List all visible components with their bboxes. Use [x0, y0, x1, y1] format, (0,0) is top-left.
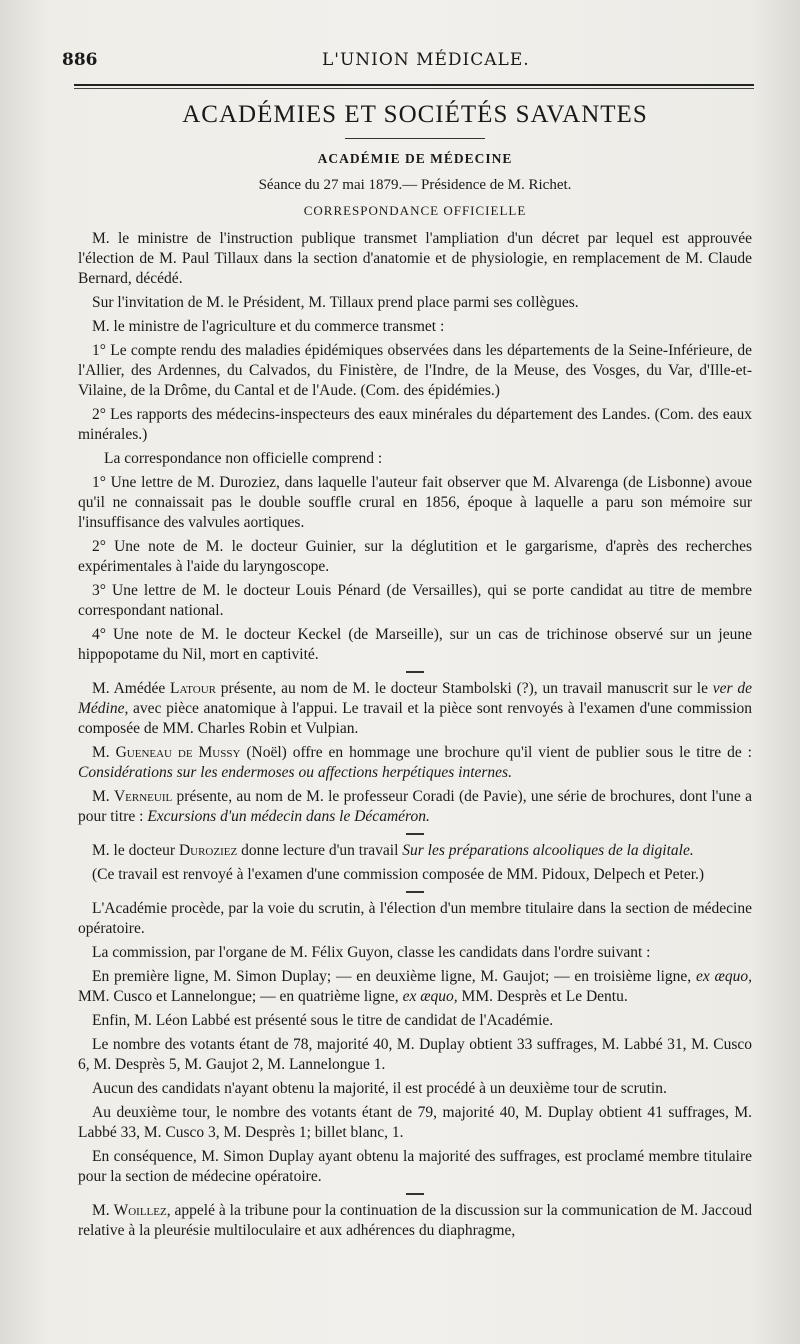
- paragraph: L'Académie procède, par la voie du scrutin, à l'élection d'un membre titulaire dans la section de médecine opératoire.: [78, 900, 752, 937]
- italic-text: ex æquo,: [402, 988, 458, 1005]
- paragraph: Enfin, M. Léon Labbé est présenté sous le titre de candidat de l'Académie.: [92, 1012, 554, 1029]
- paragraph: [78, 787, 752, 827]
- paragraph: Sur l'invitation de M. le Président, M. Tillaux prend place parmi ses collègues.: [92, 294, 579, 311]
- header-rule: [74, 84, 754, 86]
- text: En première ligne, M. Simon Duplay; — en deuxième ligne, M. Gaujot; — en troisième ligne,: [92, 968, 696, 985]
- paragraph: La commission, par l'organe de M. Félix Guyon, classe les candidats dans l'ordre suivant :: [92, 944, 651, 961]
- paragraph: Le nombre des votants étant de 78, majorité 40, M. Duplay obtient 33 suffrages, M. Labbé 31, M. Cusco 6, M. Desprès 5, M. Gaujot 2, M. Lannelongue 1.: [78, 1036, 752, 1073]
- author-name: Duroziez: [178, 842, 238, 859]
- italic-title: Considérations sur les endermoses ou affections herpétiques internes.: [78, 764, 512, 781]
- text: M.: [92, 1202, 114, 1219]
- text: M.: [92, 744, 116, 761]
- separator: [406, 1193, 424, 1195]
- separator: [406, 891, 424, 893]
- author-name: Latour: [170, 680, 216, 697]
- paragraph: M. le ministre de l'instruction publique transmet l'ampliation d'un décret par lequel est approuvée l'élection de M. Paul Tillaux dans la section d'anatomie et de physiologie, en remplacement de M. Claude Bernard, décédé.: [78, 230, 752, 287]
- italic-text: ex æquo,: [695, 968, 752, 985]
- paragraph: M. le ministre de l'agriculture et du commerce transmet :: [92, 318, 445, 335]
- text: donne lecture d'un travail: [237, 842, 403, 859]
- paragraph: 2° Une note de M. le docteur Guinier, sur la déglutition et le gargarisme, d'après des recherches expérimentales à l'aide du laryngoscope.: [78, 538, 752, 575]
- text: (Noël) offre en hommage une brochure qu'il vient de publier sous le titre de :: [240, 744, 752, 761]
- text: présente, au nom de M. le docteur Stambolski (?), un travail manuscrit sur le: [216, 680, 713, 697]
- paragraph: 1° Une lettre de M. Duroziez, dans laquelle l'auteur fait observer que M. Alvarenga (de Lisbonne) avoue qu'il ne connaissait pas le double souffle crural en 1856, époque à laquelle a paru son mémoire sur l'insuffisance des valvules aortiques.: [78, 474, 752, 531]
- text: M. Amédée: [92, 680, 171, 697]
- italic-title: Excursions d'un médecin dans le Décaméron.: [147, 808, 430, 825]
- paragraph: 4° Une note de M. le docteur Keckel (de Marseille), sur un cas de trichinose observé sur un jeune hippopotame du Nil, mort en captivité.: [78, 626, 752, 663]
- text: M. le docteur: [92, 842, 179, 859]
- separator: [406, 671, 424, 673]
- paragraph: [78, 841, 752, 861]
- paragraph: Au deuxième tour, le nombre des votants étant de 79, majorité 40, M. Duplay obtient 41 suffrages, M. Labbé 33, M. Cusco 3, M. Desprès 1; billet blanc, 1.: [78, 1104, 752, 1141]
- paragraph: [78, 967, 752, 1007]
- author-name: Verneuil: [113, 788, 173, 805]
- paragraph: Aucun des candidats n'ayant obtenu la majorité, il est procédé à un deuxième tour de scrutin.: [92, 1080, 667, 1097]
- paragraph: 1° Le compte rendu des maladies épidémiques observées dans les départements de la Seine-Inférieure, de l'Allier, des Ardennes, du Calvados, du Finistère, de l'Indre, de la Meuse, des Vosges, du Var, d'Ille-et-Vilaine, de la Drôme, du Cantal et de l'Aude. (Com. des épidémies.): [78, 342, 752, 399]
- paragraph: [78, 679, 752, 739]
- text: présente, au nom de M. le professeur Coradi (de Pavie), une série de brochures, dont l'une a pour titre :: [78, 788, 752, 825]
- paragraph: [78, 1201, 752, 1241]
- section-title: ACADÉMIES ET SOCIÉTÉS SAVANTES: [182, 101, 648, 128]
- text: , appelé à la tribune pour la continuation de la discussion sur la communication de M. Jaccoud relative à la pleurésie multiloculaire et aux adhérences du diaphragme,: [78, 1202, 752, 1239]
- text: avec pièce anatomique à l'appui. Le travail et la pièce sont renvoyés à l'examen d'une commission composée de MM. Charles Robin et Vulpian.: [78, 700, 752, 737]
- author-name: Gueneau de Mussy: [115, 744, 241, 761]
- paragraph: En conséquence, M. Simon Duplay ayant obtenu la majorité des suffrages, est proclamé membre titulaire pour la section de médecine opératoire.: [78, 1148, 752, 1185]
- text: M.: [92, 788, 114, 805]
- text: MM. Cusco et Lannelongue; — en quatrième ligne,: [78, 988, 403, 1005]
- seance-line: Séance du 27 mai 1879.— Présidence de M. Richet.: [258, 177, 572, 193]
- italic-title: Sur les préparations alcooliques de la digitale.: [402, 842, 694, 859]
- title-rule: [345, 138, 485, 139]
- author-name: Woillez: [113, 1202, 167, 1219]
- academy-heading: ACADÉMIE DE MÉDECINE: [317, 151, 513, 166]
- header-rule-thin: [74, 88, 754, 89]
- page-header: [60, 48, 750, 78]
- text: MM. Desprès et Le Dentu.: [457, 988, 628, 1005]
- italic-title: ver de Médine,: [78, 680, 752, 717]
- paragraph: (Ce travail est renvoyé à l'examen d'une commission composée de MM. Pidoux, Delpech et Peter.): [92, 866, 705, 883]
- running-head: L'UNION MÉDICALE.: [322, 50, 530, 70]
- correspondance-heading: CORRESPONDANCE OFFICIELLE: [303, 203, 527, 218]
- paragraph: [78, 743, 752, 783]
- paragraph: La correspondance non officielle comprend :: [104, 450, 383, 467]
- page-number: 886: [62, 50, 98, 70]
- paragraph: 3° Une lettre de M. le docteur Louis Pénard (de Versailles), qui se porte candidat au titre de membre correspondant national.: [78, 582, 752, 619]
- article-body: [78, 96, 752, 1245]
- separator: [406, 833, 424, 835]
- paragraph: 2° Les rapports des médecins-inspecteurs des eaux minérales du département des Landes. (Com. des eaux minérales.): [78, 406, 752, 443]
